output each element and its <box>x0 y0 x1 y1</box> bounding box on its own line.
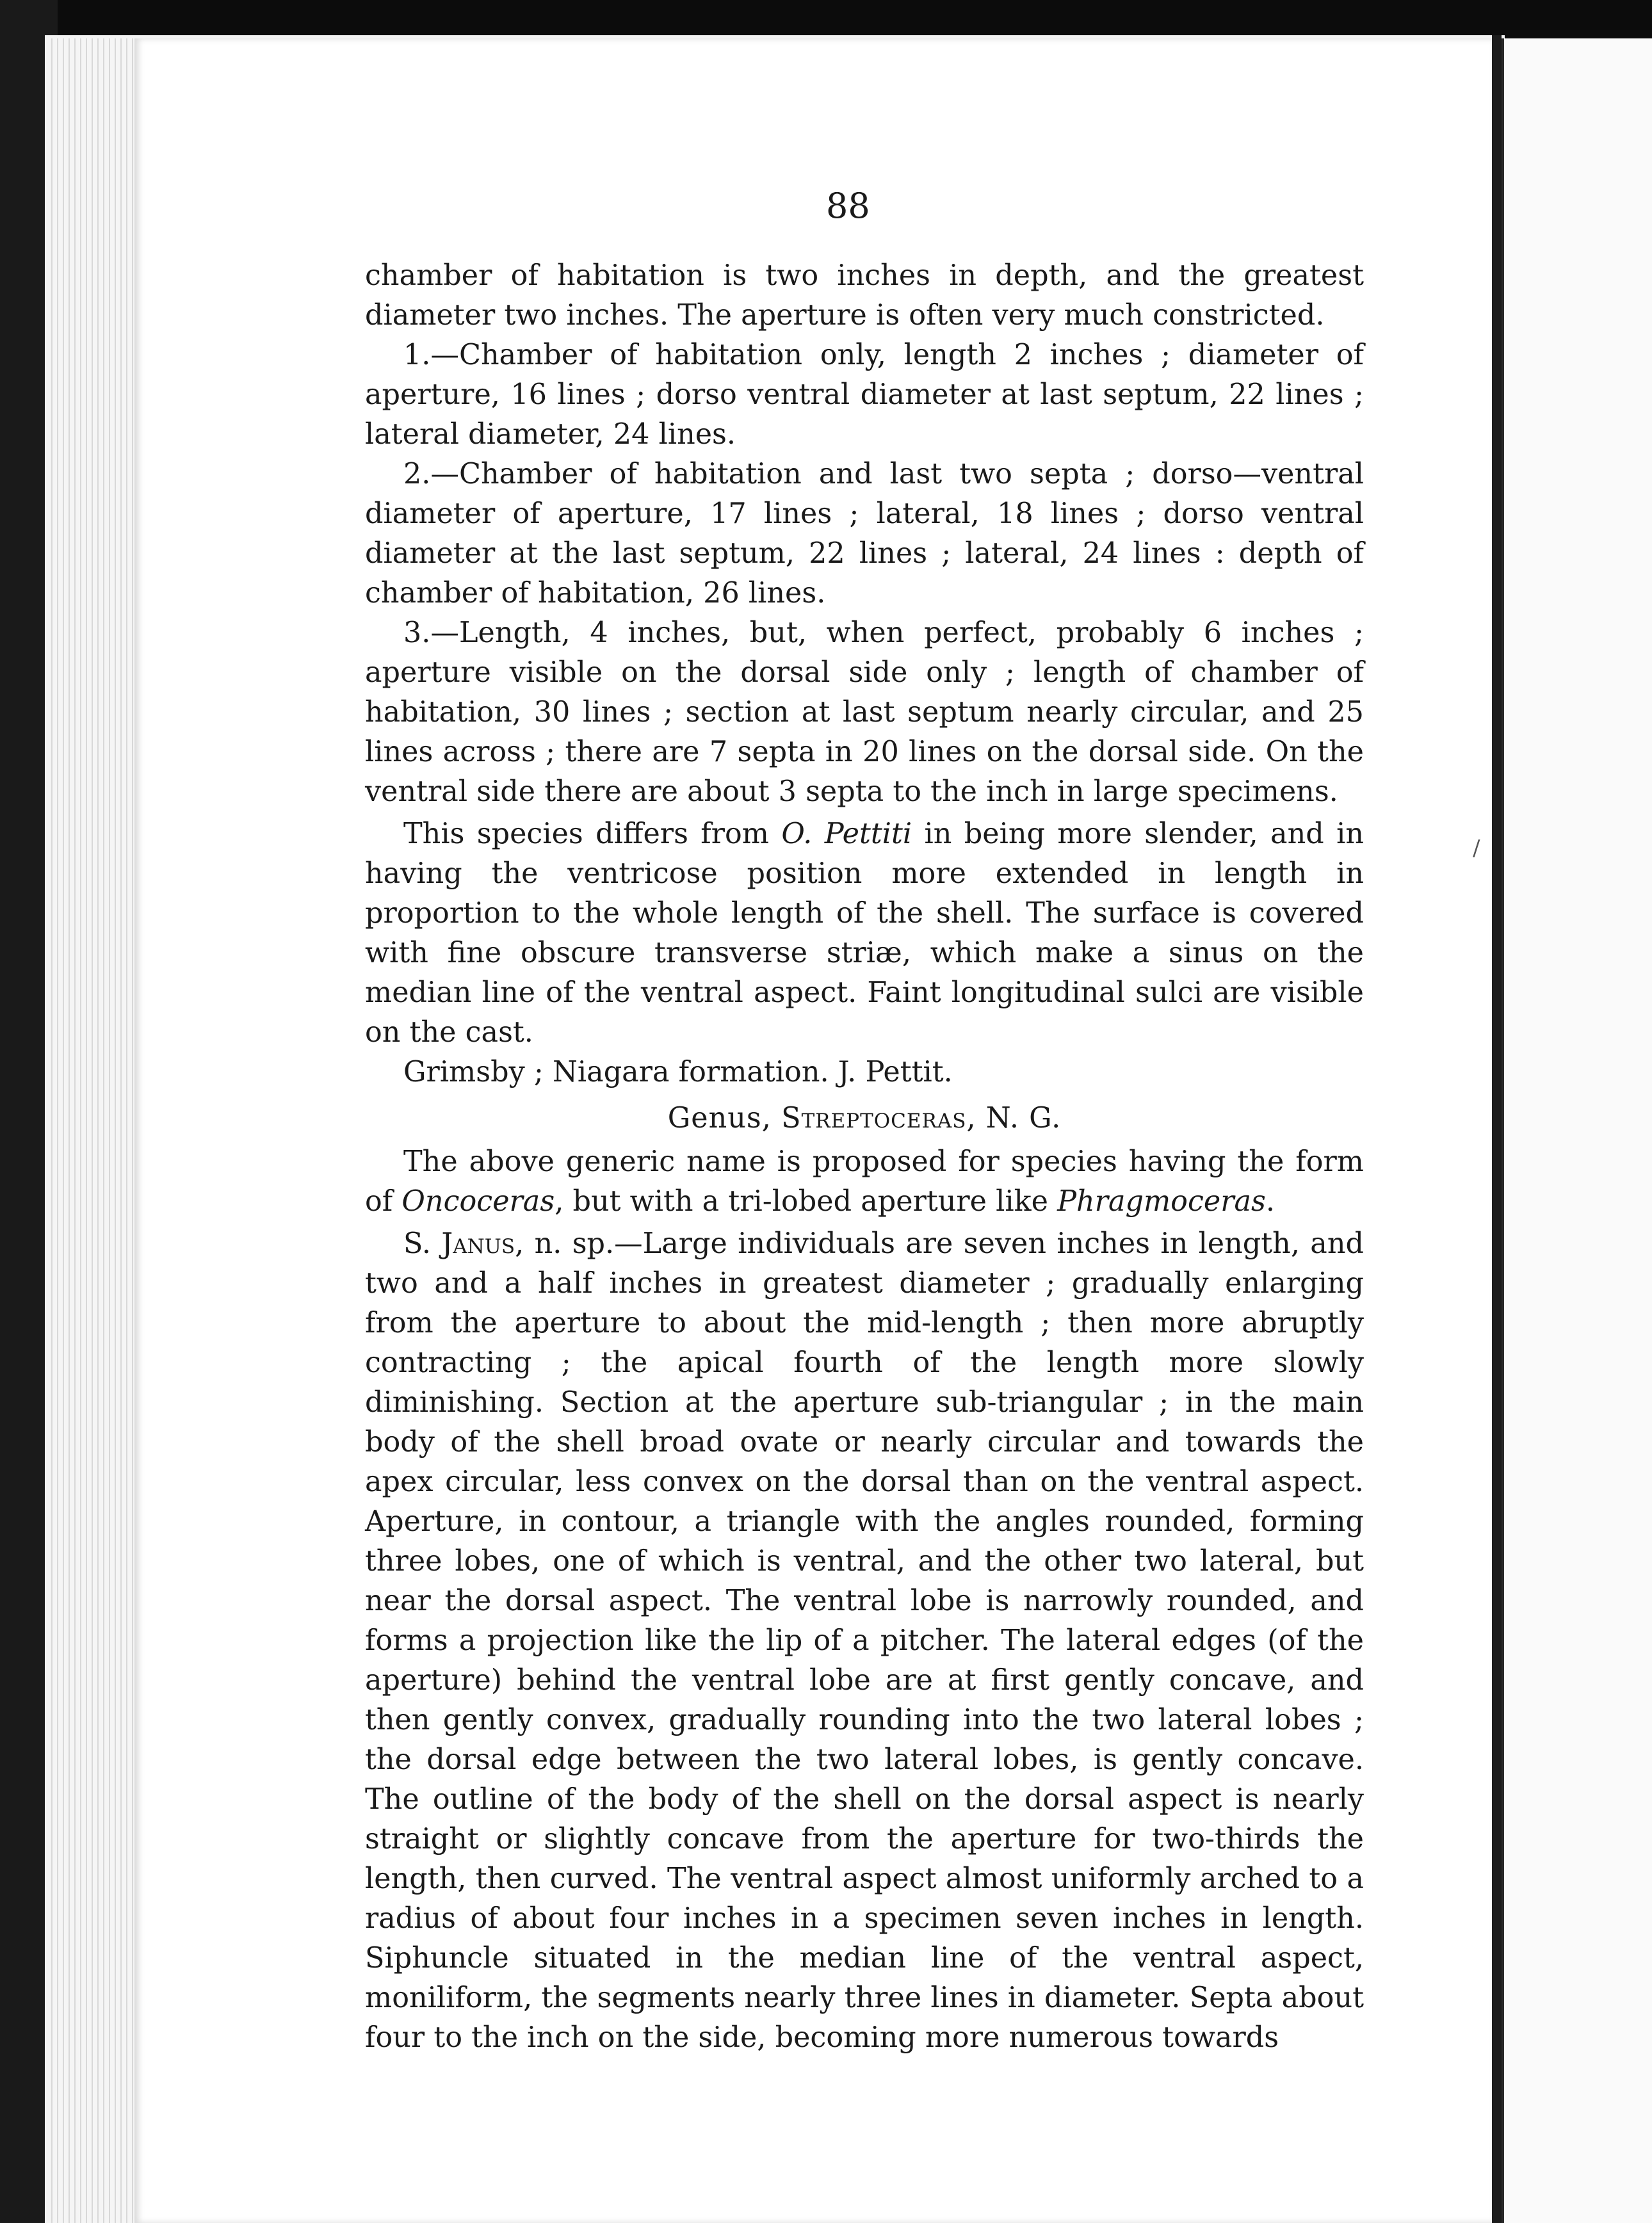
specimen-2-paragraph: 2.—Chamber of habitation and last two septa ; dorso—ventral diameter of aperture, 17 lines ; lateral, 18 lines ; dorso ventral diameter at the last septum, 22 lines ; lateral, 24 lines : depth of chamber of habitation, 26 lines. <box>365 458 1364 610</box>
specimen-3-paragraph: 3.—Length, 4 inches, but, when perfect, probably 6 inches ; aperture visible on the dorsal side only ; length of chamber of habitation, 30 lines ; section at last septum nearly circular, and 25 lines across ; there are 7 septa in 20 lines on the dorsal side. On the ventral side there are about 3 septa to the inch in large specimens. <box>365 617 1364 808</box>
species-name-janus: S. Janus <box>403 1227 515 1260</box>
book-gutter <box>1492 35 1502 2223</box>
genus-name: Streptoceras <box>781 1102 967 1135</box>
genus-phragmoceras: Phragmoceras <box>1057 1185 1266 1218</box>
comparison-paragraph: This species differs from O. Pettiti in being more slender, and in having the ventricose position more extended in length in proportion to the whole length of the shell. The surface is covered with fine obscure transverse striæ, which make a sinus on the median line of the ventral aspect. Faint longitudinal sulci are visible on the cast. <box>365 818 1364 1049</box>
facing-page-edge <box>1502 38 1652 2223</box>
species-name: O. Pettiti <box>781 818 912 850</box>
body-text <box>365 256 1364 2058</box>
genus-heading: Genus, Streptoceras, N. G. <box>667 1102 1062 1135</box>
genus-oncoceras: Oncoceras <box>401 1185 555 1218</box>
page-number: 88 <box>826 186 870 226</box>
paragraph-continuation: chamber of habitation is two inches in depth, and the greatest diameter two inches. The aperture is often very much constricted. <box>365 259 1364 332</box>
genus-description: The above generic name is proposed for species having the form of Oncoceras, but with a tri-lobed aperture like Phragmoceras. <box>365 1145 1364 1218</box>
margin-mark: / <box>1473 836 1480 861</box>
scan-top-border <box>0 0 1652 38</box>
species-description: S. Janus, n. sp.—Large individuals are seven inches in length, and two and a half inches in greatest diameter ; gradually enlarging from the aperture to about the mid-length ; then more abruptly contracting ; the apical fourth of the length more slowly diminishing. Section at the aperture sub-triangular ; in the main body of the shell broad ovate or nearly circular and towards the apex circular, less convex on the dorsal than on the ventral aspect. Aperture, in contour, a triangle with the angles rounded, forming three lobes, one of which is ventral, and the other two lateral, but near the dorsal aspect. The ventral lobe is narrowly rounded, and forms a projection like the lip of a pitcher. The lateral edges (of the aperture) behind the ventral lobe are at first gently concave, and then gently convex, gradually rounding into the two lateral lobes ; the dorsal edge between the two lateral lobes, is gently concave. The outline of the body of the shell on the dorsal aspect is nearly straight or slightly concave from the aperture for two-thirds the length, then curved. The ventral aspect almost uniformly arched to a radius of about four inches in a specimen seven inches in length. Siphuncle situated in the median line of the ventral aspect, moniliform, the segments nearly three lines in diameter. Septa about four to the inch on the side, becoming more numerous towards <box>365 1227 1364 2054</box>
specimen-1-paragraph: 1.—Chamber of habitation only, length 2 inches ; diameter of aperture, 16 lines ; dorso ventral diameter at last septum, 22 lines ; lateral diameter, 24 lines. <box>365 339 1364 451</box>
locality-line: Grimsby ; Niagara formation. J. Pettit. <box>403 1056 953 1088</box>
page-edges <box>51 38 138 2223</box>
